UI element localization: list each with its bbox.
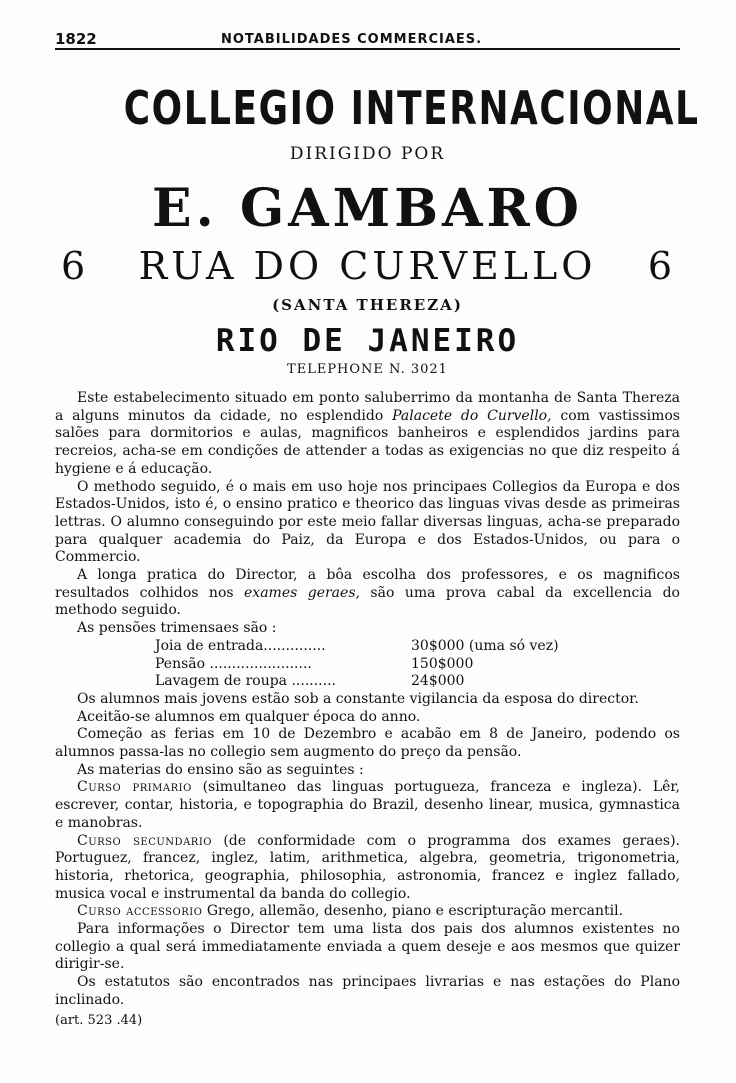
- running-title: NOTABILIDADES COMMERCIAES.: [221, 32, 483, 47]
- fee-label: Lavagem de roupa ..........: [155, 673, 336, 690]
- palacete-name: Palacete do Curvello,: [392, 407, 552, 424]
- fee-amount: 30$000 (uma só vez): [411, 637, 559, 654]
- paragraph-results: A longa pratica do Director, a bôa escolha dos professores, e os magnificos resultados colhidos nos exames geraes, são uma prova cabal da excellencia do methodo seguido.: [55, 567, 680, 619]
- director-name: E. GAMBARO: [152, 178, 583, 239]
- paragraph-admission: Aceitão-se alumnos em qualquer época do anno.: [77, 708, 421, 725]
- paragraph-subjects: As materias do ensino são as seguintes :: [77, 761, 364, 778]
- address-street: RUA DO CURVELLO: [138, 244, 597, 288]
- fee-label: Pensão .......................: [155, 655, 312, 672]
- primary-course-label: Curso primario: [77, 779, 192, 796]
- paragraph-accessory-course: Curso accessorio Grego, allemão, desenho, piano e escripturação mercantil.: [77, 903, 624, 920]
- paragraph-holidays: Começão as ferias em 10 de Dezembro e acabão em 8 de Janeiro, podendo os alumnos passa-las no collegio sem augmento do preço da pensão.: [55, 726, 680, 761]
- paragraph-intro: Este estabelecimento situado em ponto saluberrimo da montanha de Santa Thereza a alguns minutos da cidade, no esplendido Palacete do Curvello, com vastissimos salões para dormitorios e aulas, magnificos banheiros e esplendidos jardins para recreios, acha-se em condições de attender a todas as exigencias no que diz respeito á hygiene e á educação.: [55, 390, 680, 477]
- fee-row: [155, 656, 680, 674]
- body-text: [55, 390, 680, 1029]
- fee-amount: 150$000: [411, 655, 474, 672]
- district: (SANTA THEREZA): [272, 296, 463, 314]
- accessory-course-label: Curso accessorio: [77, 903, 203, 920]
- fees-label: As pensões trimensaes são :: [77, 620, 277, 637]
- exames-geraes: exames geraes,: [244, 584, 360, 601]
- fee-row: [155, 638, 680, 656]
- paragraph-supervision: Os alumnos mais jovens estão sob a constante vigilancia da esposa do director.: [77, 690, 639, 707]
- fee-label: Joia de entrada..............: [155, 637, 326, 654]
- secondary-course-label: Curso secundario: [77, 832, 212, 849]
- city: RIO DE JANEIRO: [215, 323, 520, 359]
- fee-amount: 24$000: [411, 673, 465, 690]
- address-line: [55, 244, 680, 296]
- fee-row: [155, 673, 680, 691]
- paragraph-method: O methodo seguido, é o mais em uso hoje nos principaes Collegios da Europa e dos Estados-Unidos, isto é, o ensino pratico e theorico das linguas vivas desde as primeiras lettras. O alumno conseguindo por este meio fallar diversas linguas, acha-se preparado para qualquer academia do Paiz, da Europa e dos Estados-Unidos, ou para o Commercio.: [55, 478, 680, 566]
- paragraph-primary-course: Curso primario (simultaneo das linguas portugueza, franceza e ingleza). Lêr, escrever, contar, historia, e topographia do Brazil, desenho linear, musica, gymnastica e manobras.: [55, 779, 681, 831]
- college-title: COLLEGIO INTERNACIONAL: [123, 81, 700, 135]
- paragraph-statutes: Os estatutos são encontrados nas principaes livrarias e nas estações do Plano inclinado.: [55, 974, 680, 1008]
- running-header: [55, 0, 680, 50]
- page-number: 1822: [55, 30, 97, 48]
- telephone: TELEPHONE N. 3021: [287, 362, 448, 377]
- article-reference: (art. 523 .44): [55, 1012, 143, 1028]
- fees-table: [55, 638, 680, 691]
- paragraph-information: Para informações o Director tem uma lista dos pais dos alumnos existentes no collegio a qual será immediatamente enviada a quem deseje e aos mesmos que quizer dirigir-se.: [55, 921, 680, 973]
- paragraph-secondary-course: Curso secundario (de conformidade com o programma dos exames geraes). Portuguez, francez, inglez, latim, arithmetica, algebra, geometria, trigonometria, historia, rhetorica, geographia, philosophia, astronomia, francez e inglez fallado, musica vocal e instrumental da banda do collegio.: [55, 832, 680, 902]
- directed-by: DIRIGIDO POR: [289, 144, 446, 164]
- address-number-right: 6: [647, 244, 676, 288]
- address-number-left: 6: [61, 244, 90, 288]
